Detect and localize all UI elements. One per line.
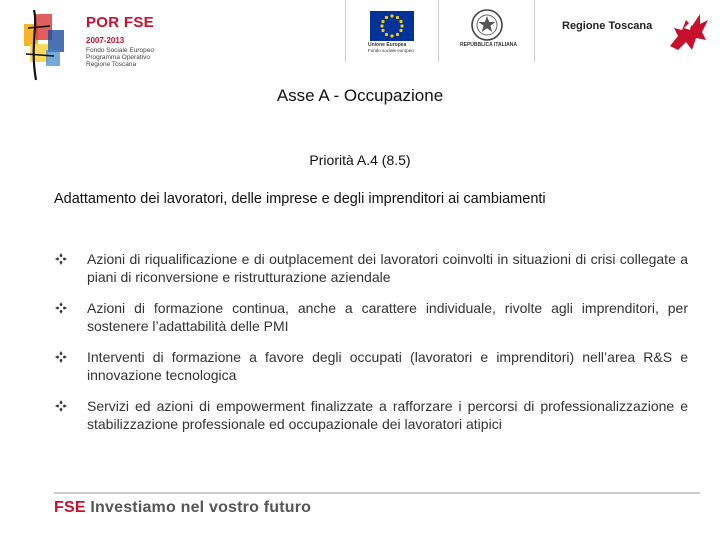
fse-colorful-emblem-icon	[20, 6, 80, 84]
four-diamond-bullet-icon	[54, 399, 68, 413]
list-item	[54, 348, 688, 384]
regione-toscana-label: Regione Toscana	[562, 20, 653, 32]
footer-divider	[54, 492, 700, 494]
fse-logo-title: POR FSE	[86, 14, 154, 31]
footer-slogan-text: Investiamo nel vostro futuro	[90, 499, 312, 516]
slide-title: Asse A - Occupazione	[276, 86, 444, 105]
header-divider	[345, 0, 346, 62]
pegasus-icon	[664, 6, 712, 56]
list-item	[54, 397, 688, 433]
priority-heading: Priorità A.4 (8.5)	[309, 152, 411, 168]
footer-slogan	[54, 499, 311, 517]
fse-logo-line-1: Fondo Sociale Europeo	[86, 47, 154, 54]
list-item	[54, 250, 688, 286]
four-diamond-bullet-icon	[54, 301, 68, 315]
fse-logo-line-3: Regione Toscana	[86, 61, 137, 68]
header-divider	[438, 0, 439, 62]
four-diamond-bullet-icon	[54, 350, 68, 364]
fse-logo-line-2: Programma Operativo	[86, 54, 150, 61]
intro-text: Adattamento dei lavoratori, delle imprese e degli imprenditori ai cambiamenti	[54, 191, 546, 207]
footer-brand: FSE	[54, 499, 86, 516]
four-diamond-bullet-icon	[54, 252, 68, 266]
bullet-text: Azioni di riqualificazione e di outplacement dei lavoratori coinvolti in situazioni di crisi collegate a piani di riconversione e ristrutturazione aziendale	[87, 251, 688, 285]
por-fse-logo	[20, 6, 190, 84]
repubblica-caption: REPUBBLICA ITALIANA	[460, 42, 517, 48]
bullet-text: Interventi di formazione a favore degli occupati (lavoratori e imprenditori) nell’area R&S e innovazione tecnologica	[87, 349, 688, 383]
bullet-text: Azioni di formazione continua, anche a carattere individuale, rivolte agli imprenditori, per sostenere l’adattabilità delle PMI	[87, 300, 688, 334]
eu-subcaption: Fondo sociale europeo	[368, 48, 414, 53]
fse-logo-years: 2007-2013	[86, 36, 125, 45]
bullet-list	[54, 250, 688, 446]
eu-caption: Unione Europea	[368, 42, 407, 48]
bullet-text: Servizi ed azioni di empowerment finalizzate a rafforzare i percorsi di professionalizzazione e stabilizzazione professionale ed occupazionale dei lavoratori atipici	[87, 398, 688, 432]
header-divider	[534, 0, 535, 62]
italian-republic-emblem-icon	[470, 8, 504, 42]
list-item	[54, 299, 688, 335]
